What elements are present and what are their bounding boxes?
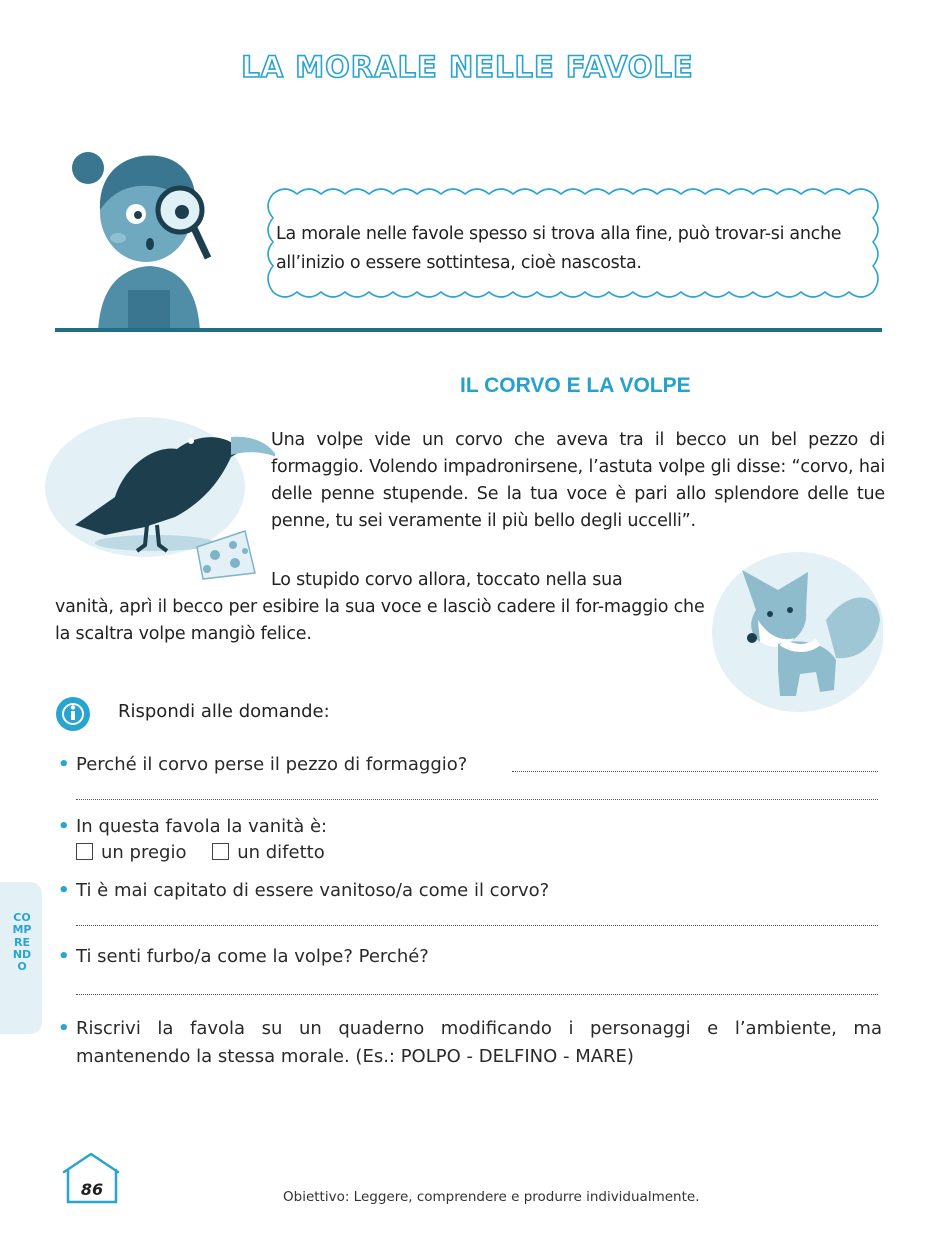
question-5: [58, 1015, 882, 1071]
bullet: •: [58, 1018, 70, 1039]
question-5-text: Riscrivi la favola su un quaderno modificando i personaggi e l’ambiente, ma mantenendo la stessa morale. (Es.: POLPO - DELFINO - MARE): [76, 1018, 882, 1067]
question-2: [58, 816, 328, 837]
crow-illustration: [45, 405, 275, 580]
question-1: [58, 754, 468, 775]
footer-objective: Obiettivo: Leggere, comprendere e produrre individualmente.: [283, 1189, 700, 1205]
section-divider: [55, 328, 882, 332]
option-difetto-label: un difetto: [237, 842, 325, 863]
answer-line-1b[interactable]: [76, 799, 878, 800]
bullet: •: [58, 880, 70, 901]
option-pregio-label: un pregio: [101, 842, 187, 863]
page-title: LA MORALE NELLE FAVOLE: [241, 50, 694, 84]
story-paragraph-1: Una volpe vide un corvo che aveva tra il becco un bel pezzo di formaggio. Volendo impadronirsene, l’astuta volpe gli disse: “corvo, hai delle penne stupende. Se la tua voce è pari allo splendore delle tue penne, tu sei veramente il più bello degli uccelli”.: [271, 430, 885, 531]
fox-illustration: [708, 550, 883, 715]
question-3: [58, 880, 550, 901]
side-tab-label: COMPRENDO: [12, 911, 32, 974]
story-paragraph-2-start: Lo stupido corvo allora, toccato nella sua: [271, 570, 623, 590]
question-4: [58, 946, 429, 967]
checkbox-pregio[interactable]: [76, 843, 93, 860]
page-number: 86: [80, 1180, 104, 1199]
answer-line-1a[interactable]: [512, 771, 878, 772]
story-paragraph-2-rest: vanità, aprì il becco per esibire la sua voce e lasciò cadere il for-maggio che la scaltra volpe mangiò felice.: [55, 597, 705, 644]
question-1-text: Perché il corvo perse il pezzo di formaggio?: [76, 754, 468, 775]
bullet: •: [58, 946, 70, 967]
question-2-options: [76, 842, 325, 863]
girl-with-magnifier-illustration: [58, 140, 238, 332]
answer-line-4[interactable]: [76, 994, 878, 995]
bullet: •: [58, 816, 70, 837]
checkbox-difetto[interactable]: [212, 843, 229, 860]
instruction-text: Rispondi alle domande:: [118, 701, 330, 722]
question-3-text: Ti è mai capitato di essere vanitoso/a come il corvo?: [76, 880, 550, 901]
info-sun-icon: [53, 694, 93, 734]
story-title: IL CORVO E LA VOLPE: [460, 374, 691, 397]
bullet: •: [58, 754, 70, 775]
answer-line-3[interactable]: [76, 925, 878, 926]
question-4-text: Ti senti furbo/a come la volpe? Perché?: [76, 946, 429, 967]
bubble-text: La morale nelle favole spesso si trova alla fine, può trovar-si anche all’inizio o essere sottintesa, cioè nascosta.: [276, 224, 842, 273]
question-2-text: In questa favola la vanità è:: [76, 816, 328, 837]
